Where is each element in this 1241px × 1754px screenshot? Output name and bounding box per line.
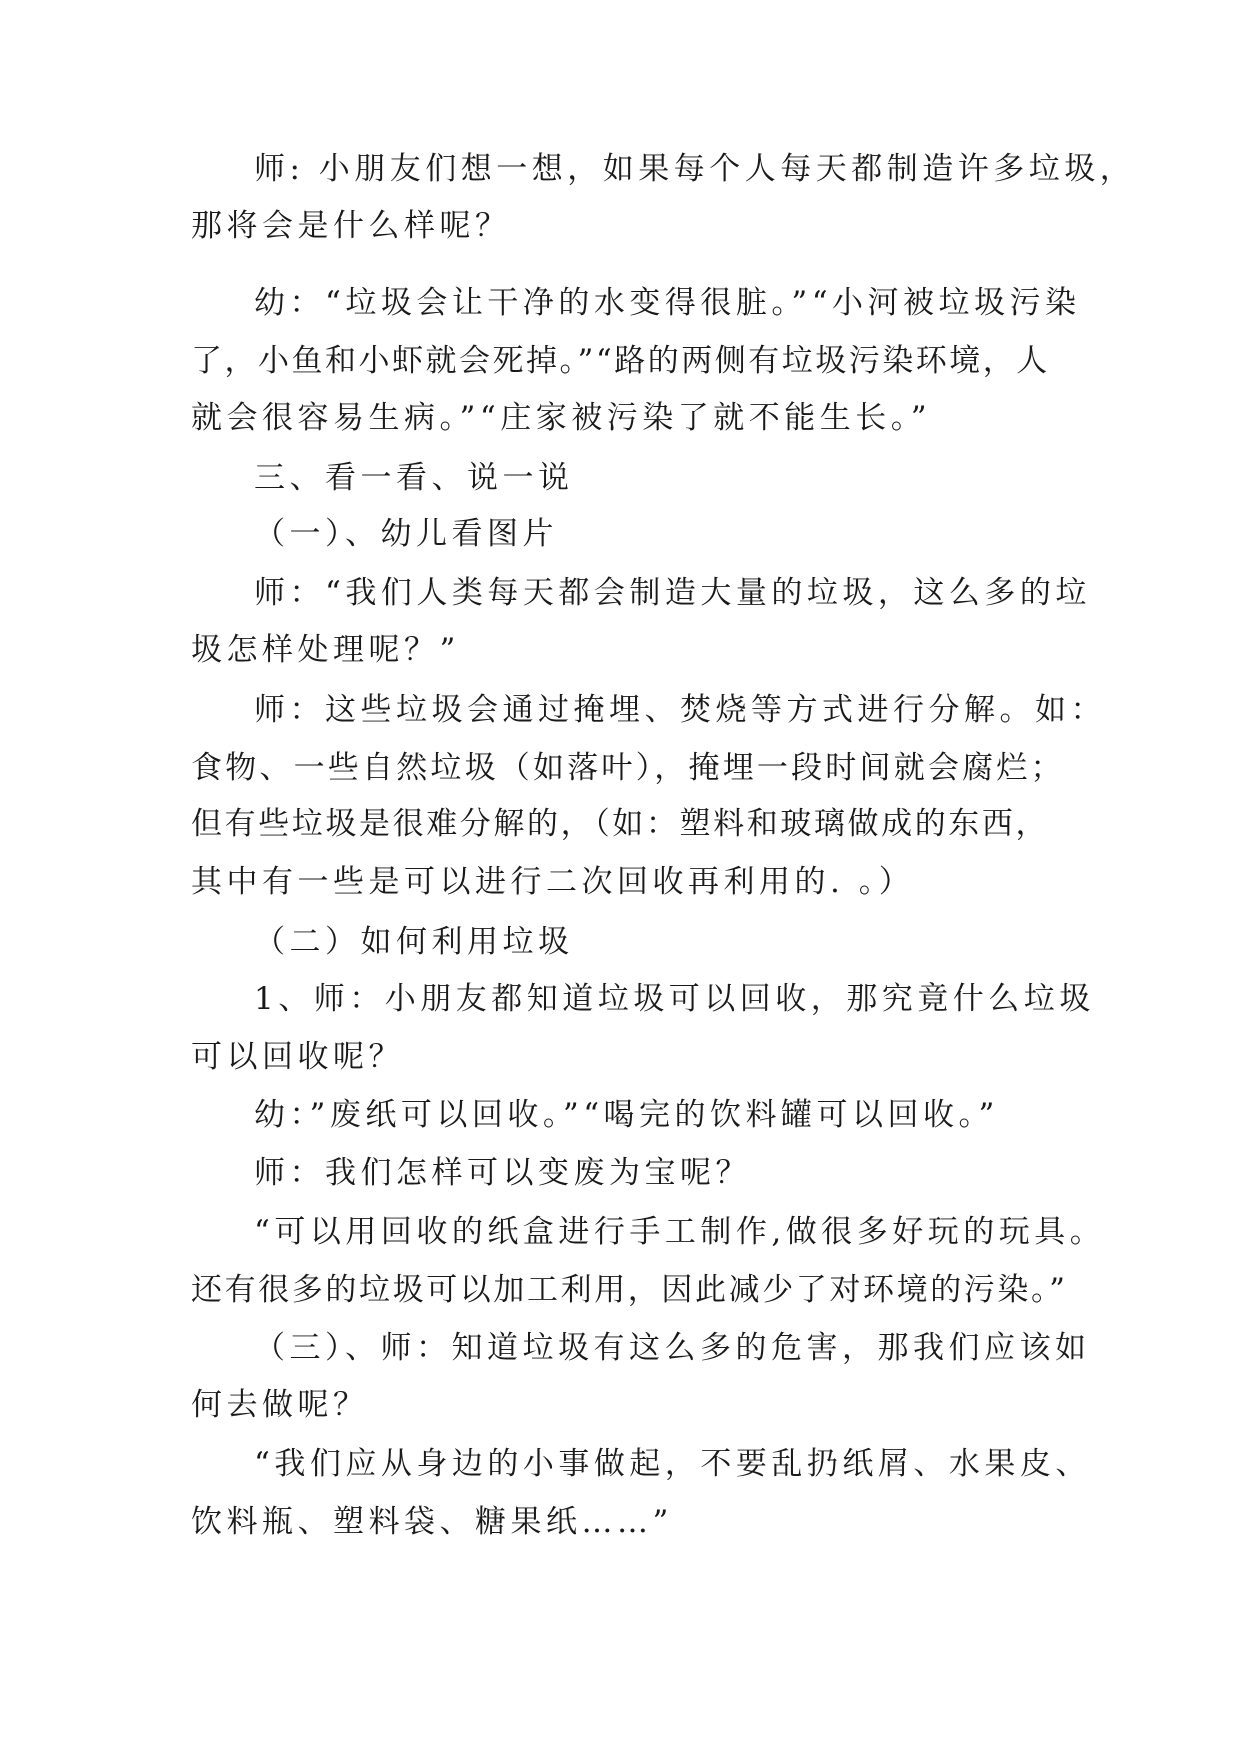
text-line-23: “我们应从身边的小事做起，不要乱扔纸屑、水果皮、 — [254, 1446, 1091, 1482]
text-line-12: 但有些垃圾是很难分解的，（如：塑料和玻璃做成的东西， — [191, 806, 1050, 842]
text-line-1: 师: 小朋友们想一想，如果每个人每天都制造许多垃圾， — [254, 151, 1136, 187]
text-line-18: 师：我们怎样可以变废为宝呢？ — [254, 1155, 751, 1191]
text-line-22: 何去做呢？ — [191, 1387, 369, 1423]
subheading-1: （一）、幼儿看图片 — [254, 516, 558, 552]
text-line-4: 了，小鱼和小虾就会死掉。”“路的两侧有垃圾污染环境，人 — [191, 343, 1050, 379]
text-line-9: 圾怎样处理呢？” — [191, 632, 460, 668]
text-line-17: 幼：”废纸可以回收。”“喝完的饮料罐可以回收。” — [254, 1097, 999, 1133]
text-line-13: 其中有一些是可以进行二次回收再利用的. 。） — [191, 864, 915, 900]
subheading-2: （二）如何利用垃圾 — [254, 924, 574, 960]
text-line-24: 饮料瓶、塑料袋、糖果纸……” — [191, 1504, 673, 1540]
text-line-3: 幼：“垃圾会让干净的水变得很脏。”“小河被垃圾污染 — [254, 285, 1081, 321]
text-line-2: 那将会是什么样呢？ — [191, 208, 511, 244]
text-line-21: （三）、师：知道垃圾有这么多的危害，那我们应该如 — [254, 1330, 1091, 1366]
text-line-8: 师：“我们人类每天都会制造大量的垃圾，这么多的垃 — [254, 575, 1091, 611]
text-line-20: 还有很多的垃圾可以加工利用，因此减少了对环境的污染。” — [191, 1272, 1068, 1308]
text-line-16: 可以回收呢？ — [191, 1039, 404, 1075]
text-line-15: 1、师：小朋友都知道垃圾可以回收，那究竟什么垃圾 — [254, 981, 1095, 1017]
text-line-11: 食物、一些自然垃圾（如落叶），掩埋一段时间就会腐烂； — [191, 750, 1065, 786]
text-line-19: “可以用回收的纸盒进行手工制作,做很多好玩的玩具。 — [254, 1214, 1106, 1250]
section-heading-3: 三、看一看、说一说 — [254, 460, 574, 496]
text-line-5: 就会很容易生病。”“庄家被污染了就不能生长。” — [191, 400, 932, 436]
text-line-10: 师：这些垃圾会通过掩埋、焚烧等方式进行分解。如： — [254, 692, 1106, 728]
